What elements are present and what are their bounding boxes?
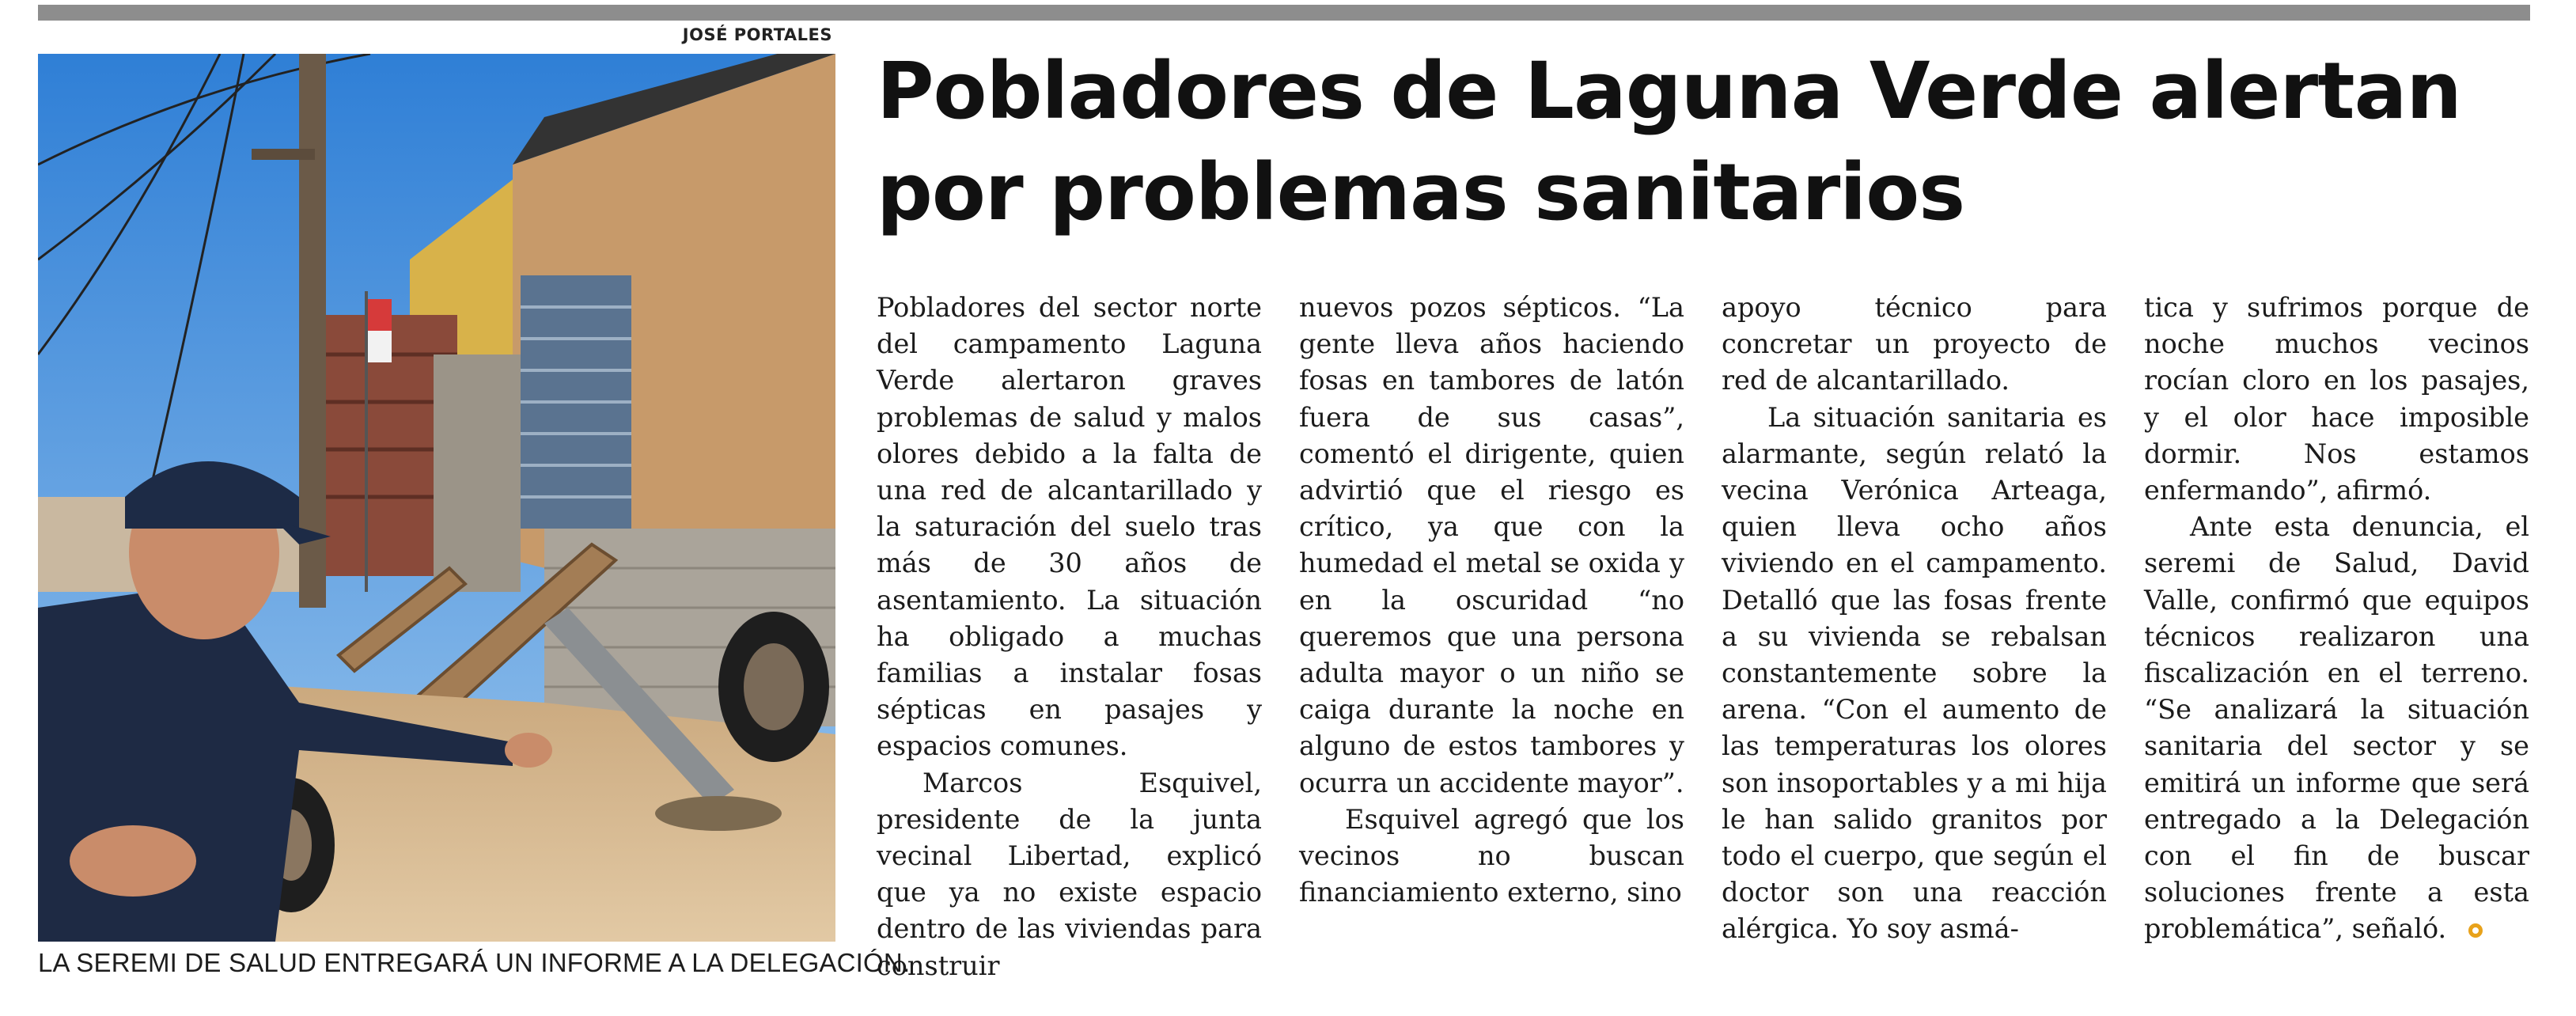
paragraph: apoyo técnico para concretar un proyecto de red de alcantarillado. [1722, 292, 2107, 396]
paragraph-text: Ante esta denuncia, el seremi de Salud, David Valle, confirmó que equipos técnicos realizaron una fiscalización en el terreno. “Se analizará la situación sanitaria del sector y se emitirá un informe que será entregado a la Delegación con el fin de buscar soluciones frente a esta problemática”, señaló. [2144, 511, 2529, 945]
headline [877, 41, 2554, 244]
top-rule-bar [38, 5, 2530, 21]
paragraph: Pobladores del sector norte del campamento Laguna Verde alertaron graves problemas de salud y malos olores debido a la falta de una red de alcantarillado y la saturación del suelo tras más de 30 años de asentamiento. La situación ha obligado a muchas familias a instalar fosas sépticas en pasajes y espacios comunes. [877, 292, 1262, 762]
article-column-1 [877, 290, 1262, 984]
news-photo-illustration [38, 54, 835, 942]
news-photo [38, 54, 835, 942]
paragraph: tica y sufrimos porque de noche muchos vecinos rocían cloro en los pasajes, y el olor hace imposible dormir. Nos estamos enfermando”, afirmó. [2144, 292, 2529, 506]
headline-line-1: Pobladores de Laguna Verde alertan [877, 46, 2461, 137]
paragraph: Marcos Esquivel, presidente de la junta vecinal Libertad, explicó que ya no existe espacio dentro de las viviendas para construir [877, 767, 1262, 981]
headline-line-2: por problemas sanitarios [877, 147, 1965, 238]
paragraph [2144, 509, 2529, 947]
end-mark-icon [2468, 923, 2483, 938]
article-column-4 [2144, 290, 2529, 948]
photo-credit: JOSÉ PORTALES [682, 25, 832, 44]
paragraph: Esquivel agregó que los vecinos no buscan financiamiento externo, sino [1299, 803, 1684, 908]
article-column-2 [1299, 290, 1684, 911]
paragraph: nuevos pozos sépticos. “La gente lleva años haciendo fosas en tambores de latón fuera de sus casas”, comentó el dirigente, quien advirtió que el riesgo es crítico, ya que con la humedad el metal se oxida y en la oscuridad “no queremos que una persona adulta mayor o un niño se caiga durante la noche en alguno de estos tambores y ocurra un accidente mayor”. [1299, 292, 1684, 798]
paragraph: La situación sanitaria es alarmante, según relató la vecina Verónica Arteaga, quien lleva ocho años viviendo en el campamento. Detalló que las fosas frente a su vivienda se rebalsan constantemente sobre la arena. “Con el aumento de las temperaturas los olores son insoportables y a mi hija le han salido granitos por todo el cuerpo, que según el doctor son una reacción alérgica. Yo soy asmá- [1722, 401, 2107, 945]
photo-caption: LA SEREMI DE SALUD ENTREGARÁ UN INFORME A LA DELEGACIÓN. [38, 948, 911, 977]
article-column-3 [1722, 290, 2107, 948]
